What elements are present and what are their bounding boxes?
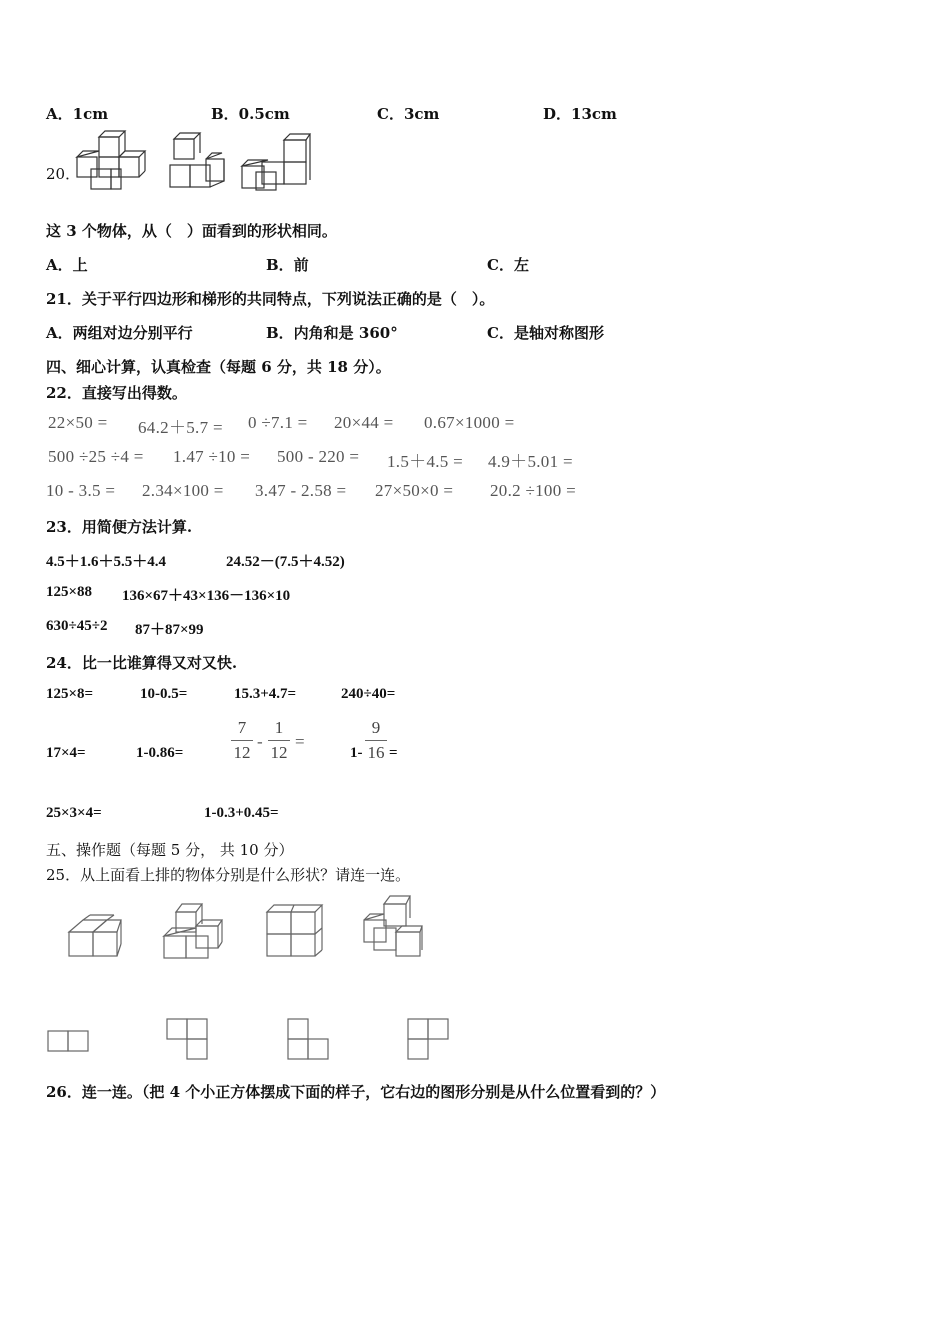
calc-item: 0 ÷7.1 = (248, 413, 308, 432)
section-4-heading: 四、细心计算，认真检查（每题 6 分，共 18 分）。 (46, 358, 391, 376)
calc-item: 125×88 (46, 584, 93, 600)
solid-figure-1 (66, 914, 126, 958)
calc-item: 630÷45÷2 (46, 618, 108, 634)
q20-option-a: A．上 (46, 256, 88, 274)
fraction-numerator: 9 (371, 718, 381, 737)
calc-item: 1.47 ÷10 = (173, 447, 251, 466)
q20-option-b: B．前 (266, 256, 309, 274)
fraction-c (365, 718, 387, 763)
top-view-2 (165, 1017, 211, 1063)
section-5-heading: 五、操作题（每题 5 分， 共 10 分） (46, 841, 294, 859)
calc-item: 10 - 3.5 = (46, 481, 116, 500)
fraction-denominator: 12 (270, 743, 288, 762)
q26-question: 26．连一连。（把 4 个小正方体摆成下面的样子，它右边的图形分别是从什么位置看到的？） (46, 1083, 666, 1101)
option-a: A．1cm (46, 105, 109, 123)
q21-option-c: C．是轴对称图形 (487, 324, 604, 342)
option-d: D．13cm (543, 105, 617, 123)
solid-figure-4 (356, 894, 426, 960)
calc-item: 500 - 220 = (277, 447, 360, 466)
calc-item: 25×3×4= (46, 805, 102, 821)
calc-item: 136×67＋43×136－136×10 (122, 588, 291, 604)
calc-item: 0.67×1000 = (424, 413, 515, 432)
question-number: 20． (46, 165, 81, 183)
option-b: B．0.5cm (211, 105, 290, 123)
fraction-a (231, 718, 253, 763)
calc-item: 24.52－(7.5＋4.52) (226, 554, 345, 570)
top-view-1 (46, 1029, 92, 1053)
calc-item: 87＋87×99 (135, 622, 204, 638)
calc-item: 15.3+4.7= (234, 686, 297, 702)
q22-title: 22．直接写出得数。 (46, 384, 187, 402)
calc-item: 2.34×100 = (142, 481, 224, 500)
calc-item: 20×44 = (334, 413, 394, 432)
option-c: C．3cm (377, 105, 440, 123)
calc-item: 3.47 - 2.58 = (255, 481, 347, 500)
fraction-numerator: 1 (274, 718, 284, 737)
q23-title: 23．用简便方法计算. (46, 518, 193, 536)
calc-item: 4.5＋1.6＋5.5＋4.4 (46, 554, 167, 570)
minus-sign: - (257, 732, 263, 751)
equals-sign: = (295, 732, 305, 751)
calc-item: 64.2＋5.7 = (138, 418, 223, 437)
calc-item: 1.5＋4.5 = (387, 452, 464, 471)
calc-item: 500 ÷25 ÷4 = (48, 447, 144, 466)
calc-item: 27×50×0 = (375, 481, 454, 500)
q21-question: 21．关于平行四边形和梯形的共同特点，下列说法正确的是（ ）。 (46, 290, 495, 308)
fraction-denominator: 16 (367, 743, 385, 762)
cube-figure-2 (166, 133, 228, 193)
top-view-4 (406, 1017, 452, 1063)
q25-question: 25．从上面看上排的物体分别是什么形状？请连一连。 (46, 866, 411, 884)
cube-figure-1 (77, 135, 147, 193)
calc-item: 4.9＋5.01 = (488, 452, 573, 471)
suffix-c: = (389, 745, 398, 761)
q20-option-c: C．左 (487, 256, 529, 274)
q24-title: 24．比一比谁算得又对又快. (46, 654, 238, 672)
calc-item: 1-0.3+0.45= (204, 805, 279, 821)
calc-item: 17×4= (46, 745, 86, 761)
calc-item: 1-0.86= (136, 745, 184, 761)
fraction-numerator: 7 (237, 718, 247, 737)
prefix-c: 1- (350, 745, 363, 761)
cube-figure-3 (240, 136, 312, 192)
q21-option-a: A．两组对边分别平行 (46, 324, 193, 342)
calc-item: 20.2 ÷100 = (490, 481, 576, 500)
calc-item: 22×50 = (48, 413, 108, 432)
solid-figure-3 (264, 902, 324, 958)
q21-option-b: B．内角和是 360° (266, 324, 398, 342)
fraction-denominator: 12 (233, 743, 251, 762)
top-view-3 (286, 1017, 332, 1063)
fraction-b (268, 718, 290, 763)
solid-figure-2 (160, 900, 226, 960)
calc-item: 125×8= (46, 686, 94, 702)
calc-item: 240÷40= (341, 686, 396, 702)
q20-question: 这 3 个物体，从（ ）面看到的形状相同。 (46, 222, 337, 240)
calc-item: 10-0.5= (140, 686, 188, 702)
